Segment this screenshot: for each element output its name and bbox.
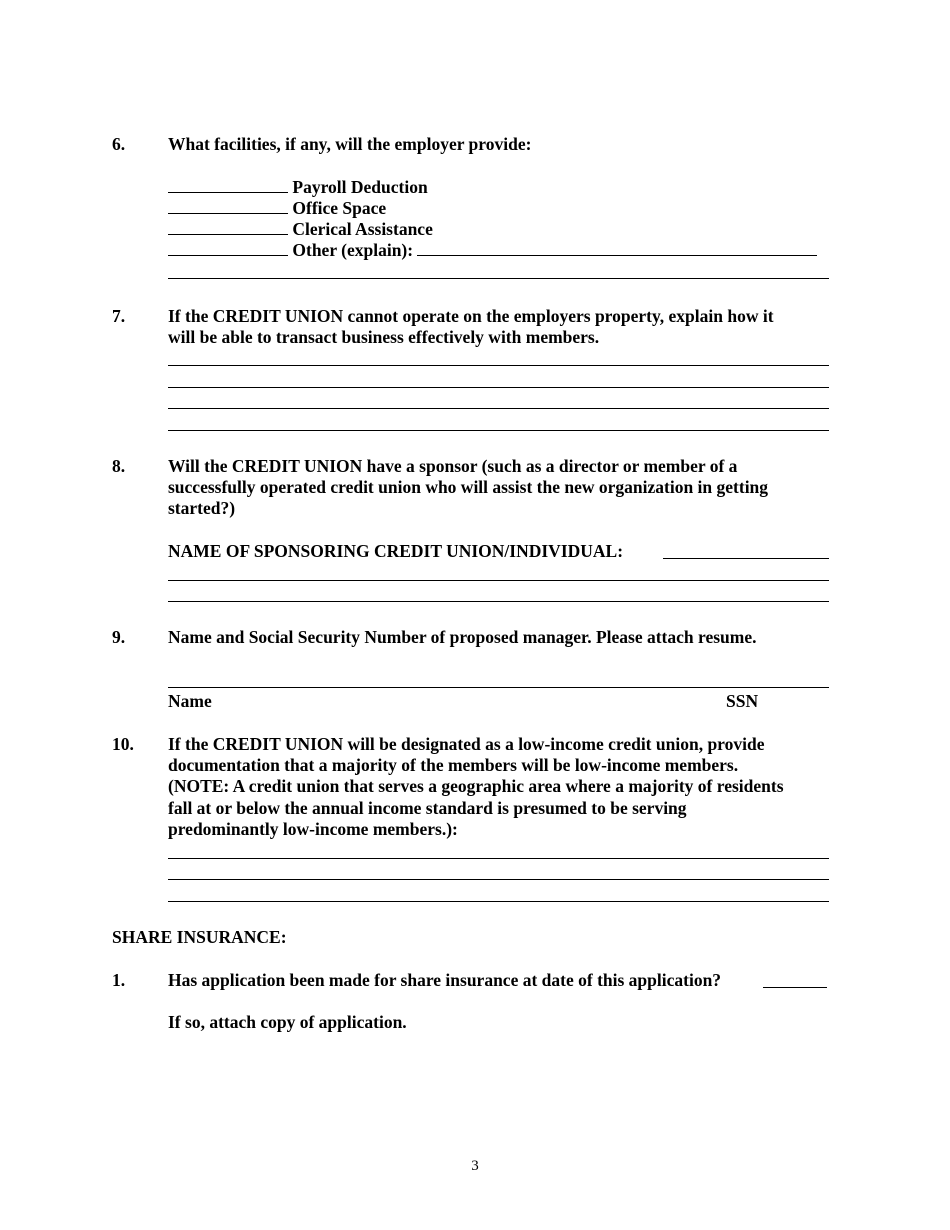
- q6-option-label: Clerical Assistance: [292, 219, 433, 239]
- q7-number: 7.: [112, 306, 126, 326]
- q6-option-other: [168, 240, 817, 261]
- q9-name-label: Name: [168, 691, 212, 711]
- q8-prompt-line-3: started?): [168, 498, 236, 518]
- q8-sponsor-blank[interactable]: [663, 558, 829, 559]
- q8-answer-line[interactable]: [168, 580, 829, 581]
- q6-option-label: Other (explain):: [292, 240, 414, 260]
- q7-prompt-line-2: will be able to transact business effectively with members.: [168, 327, 600, 347]
- si-q1-answer-blank[interactable]: [763, 987, 827, 988]
- q9-name-ssn-line[interactable]: [168, 687, 829, 688]
- q9-number: 9.: [112, 627, 126, 647]
- si-q1-number: 1.: [112, 970, 126, 990]
- q9-ssn-label: SSN: [726, 691, 759, 711]
- share-insurance-heading: SHARE INSURANCE:: [112, 927, 287, 947]
- q10-prompt-line-2: documentation that a majority of the members will be low-income members.: [168, 755, 739, 775]
- q8-number: 8.: [112, 456, 126, 476]
- q8-prompt-line-1: Will the CREDIT UNION have a sponsor (such as a director or member of a: [168, 456, 738, 476]
- q6-option-label: Payroll Deduction: [292, 177, 428, 197]
- page-number: 3: [471, 1158, 479, 1174]
- q7-prompt-line-1: If the CREDIT UNION cannot operate on the employers property, explain how it: [168, 306, 774, 326]
- q10-prompt-line-3: (NOTE: A credit union that serves a geographic area where a majority of residents: [168, 776, 784, 796]
- q10-answer-line[interactable]: [168, 879, 829, 880]
- q6-option-payroll: [168, 177, 428, 198]
- q6-option-office: [168, 198, 386, 219]
- q6-option-clerical: [168, 219, 433, 240]
- si-q1-prompt: Has application been made for share insurance at date of this application?: [168, 970, 722, 990]
- q6-answer-line[interactable]: [168, 278, 829, 279]
- q6-other-explain-blank[interactable]: [417, 240, 817, 256]
- q6-other-blank[interactable]: [168, 240, 288, 256]
- q10-prompt-line-1: If the CREDIT UNION will be designated as a low-income credit union, provide: [168, 734, 765, 754]
- q8-prompt-line-2: successfully operated credit union who will assist the new organization in getting: [168, 477, 769, 497]
- q10-answer-line[interactable]: [168, 901, 829, 902]
- si-q1-row: [168, 970, 721, 991]
- q7-answer-line[interactable]: [168, 408, 829, 409]
- q6-clerical-blank[interactable]: [168, 219, 288, 235]
- q9-prompt: Name and Social Security Number of proposed manager. Please attach resume.: [168, 627, 757, 647]
- q10-prompt-line-4: fall at or below the annual income standard is presumed to be serving: [168, 798, 687, 818]
- q8-sponsor-label: NAME OF SPONSORING CREDIT UNION/INDIVIDUAL:: [168, 541, 624, 561]
- q8-sponsor-row: [168, 541, 623, 562]
- q10-answer-line[interactable]: [168, 858, 829, 859]
- q6-option-label: Office Space: [292, 198, 387, 218]
- q8-answer-line[interactable]: [168, 601, 829, 602]
- q6-payroll-blank[interactable]: [168, 177, 288, 193]
- q10-prompt-line-5: predominantly low-income members.):: [168, 819, 458, 839]
- q7-answer-line[interactable]: [168, 430, 829, 431]
- si-q1-note: If so, attach copy of application.: [168, 1012, 407, 1032]
- q10-number: 10.: [112, 734, 134, 754]
- q6-prompt: What facilities, if any, will the employer provide:: [168, 134, 532, 154]
- q6-number: 6.: [112, 134, 126, 154]
- q6-office-blank[interactable]: [168, 198, 288, 214]
- q7-answer-line[interactable]: [168, 387, 829, 388]
- q7-answer-line[interactable]: [168, 365, 829, 366]
